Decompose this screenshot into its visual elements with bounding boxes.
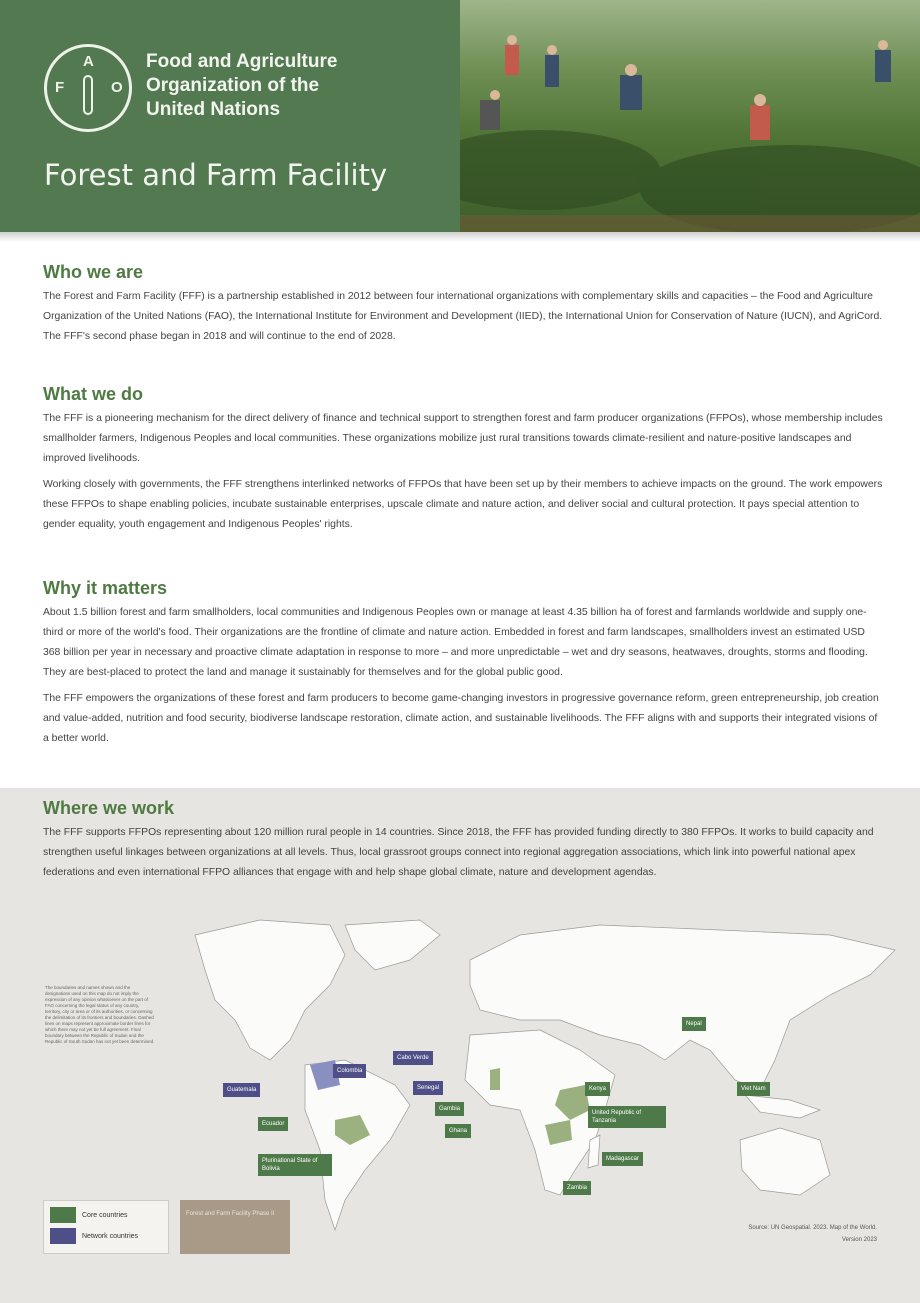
map-label-core: United Republic of Tanzania: [588, 1106, 666, 1128]
organization-name: Food and Agriculture Organization of the United Nations: [146, 51, 338, 120]
map-label-core: Plurinational State of Bolivia: [258, 1154, 332, 1176]
southeast-asia: [745, 1095, 820, 1118]
logo-letter: F: [55, 79, 65, 96]
paragraph: The Forest and Farm Facility (FFF) is a partnership established in 2012 between four international organizations with complementary skills and capacities – the Food and Agriculture Organization of the United Nations (FAO), the International Institute for Environment and Development (IIED), the International Union for Conservation of Nature (IUCN), and AgriCord. The FFF's second phase began in 2018 and will continue to the end of 2028.: [43, 291, 883, 342]
section-heading: Where we work: [43, 798, 175, 818]
map-label-network: Cabo Verde: [393, 1051, 433, 1065]
map-label-network: Senegal: [413, 1081, 443, 1095]
core-country-ghana: [490, 1068, 500, 1090]
map-label-core: Nepal: [682, 1017, 706, 1031]
map-label-core: Madagascar: [602, 1152, 643, 1166]
legend-core-label: Core countries: [82, 1211, 128, 1219]
logo-letter: A: [83, 53, 94, 70]
map-label-network: Colombia: [333, 1064, 366, 1078]
section-where-we-work: [43, 798, 883, 889]
map-label-core: Zambia: [563, 1181, 591, 1195]
map-label-core: Ghana: [445, 1124, 471, 1138]
paragraph: Working closely with governments, the FFF strengthens interlinked networks of FFPOs that have been set up by their members to achieve impacts on the ground. The work empowers these FFPOs to shape enabling policies, incubate sustainable enterprises, upscale climate and nature action, and deliver social and cultural protection. It pays special attention to gender equality, youth engagement and Indigenous Peoples' rights.: [43, 479, 883, 530]
section-what-we-do: [43, 384, 883, 541]
network-swatch-icon: [50, 1228, 76, 1244]
paragraph: The FFF supports FFPOs representing about 120 million rural people in 14 countries. Since 2018, the FFF has provided funding directly to 380 FFPOs. It works to build capacity and strengthen useful linkages between organizations at all levels. Thus, local grassroot groups connect into regional aggregation associations, which link into powerful national apex federations and even international FFPO alliances that engage with and help shape global climate, nature and development agendas.: [43, 827, 874, 878]
fao-logo-icon: [44, 44, 132, 132]
map-label-core: Viet Nam: [737, 1082, 770, 1096]
legend-network-label: Network countries: [82, 1232, 139, 1240]
map-label-network: Guatemala: [223, 1083, 260, 1097]
map-disclaimer: The boundaries and names shown and the designations used on this map do not imply the expression of any opinion whatsoever on the part of FAO concerning the legal status of any country, territory, city or area or of its authorities, or concerning the delimitation of its frontiers and boundaries. Dashed lines on maps represent approximate border lines for which there may not yet be full agreement. Final boundary between the Republic of Sudan and the Republic of South Sudan has not yet been determined.: [45, 985, 155, 1044]
section-heading: Why it matters: [43, 578, 168, 598]
paragraph: The FFF is a pioneering mechanism for the direct delivery of finance and technical support to strengthen forest and farm producer organizations (FFPOs), whose membership includes smallholder farmers, Indigenous Peoples and local communities. These organizations mobilize just rural transitions towards climate-resilient and nature-positive landscapes and improved livelihoods.: [43, 413, 883, 464]
paragraph: The FFF empowers the organizations of these forest and farm producers to become game-changing investors in progressive governance reform, green entrepreneurship, job creation and value-added, nutrition and food security, biodiverse landscape restoration, climate action, and sustainable livelihoods. The FFF aligns with and supports their integrated visions of a better world.: [43, 693, 879, 744]
version-text: Version 2023: [841, 1237, 877, 1243]
header-banner: [0, 0, 460, 232]
map-label-core: Gambia: [435, 1102, 464, 1116]
section-who-we-are: [43, 262, 883, 353]
header-photo: [460, 0, 920, 232]
phase-badge: Forest and Farm Facility Phase II: [180, 1200, 290, 1254]
section-heading: What we do: [43, 384, 143, 404]
map-source: [705, 1222, 877, 1246]
australia: [740, 1128, 830, 1195]
madagascar: [588, 1135, 600, 1168]
map-legend: [43, 1200, 169, 1254]
map-label-core: Kenya: [585, 1082, 610, 1096]
north-america: [195, 920, 345, 1060]
section-why-it-matters: [43, 578, 883, 755]
core-swatch-icon: [50, 1207, 76, 1223]
page-title: Forest and Farm Facility: [44, 158, 388, 192]
paragraph: About 1.5 billion forest and farm smallholders, local communities and Indigenous Peoples own or manage at least 4.35 billion ha of forest and farmlands worldwide and supply one-third or more of the world's food. Their organizations are the frontline of climate and nature action. Embedded in forest and farm landscapes, smallholders invest an estimated USD 368 billion per year in necessary and proactive climate adaptation in response to more – and more unpredictable – wet and dry seasons, heatwaves, droughts, storms and flooding. They are best-placed to protect the land and manage it sustainably for themselves and for the global public good.: [43, 607, 868, 678]
map-label-core: Ecuador: [258, 1117, 288, 1131]
greenland: [345, 920, 440, 970]
source-text: Source: UN Geospatial. 2023. Map of the World.: [748, 1225, 877, 1231]
section-heading: Who we are: [43, 262, 144, 282]
logo-letter: O: [111, 79, 123, 96]
